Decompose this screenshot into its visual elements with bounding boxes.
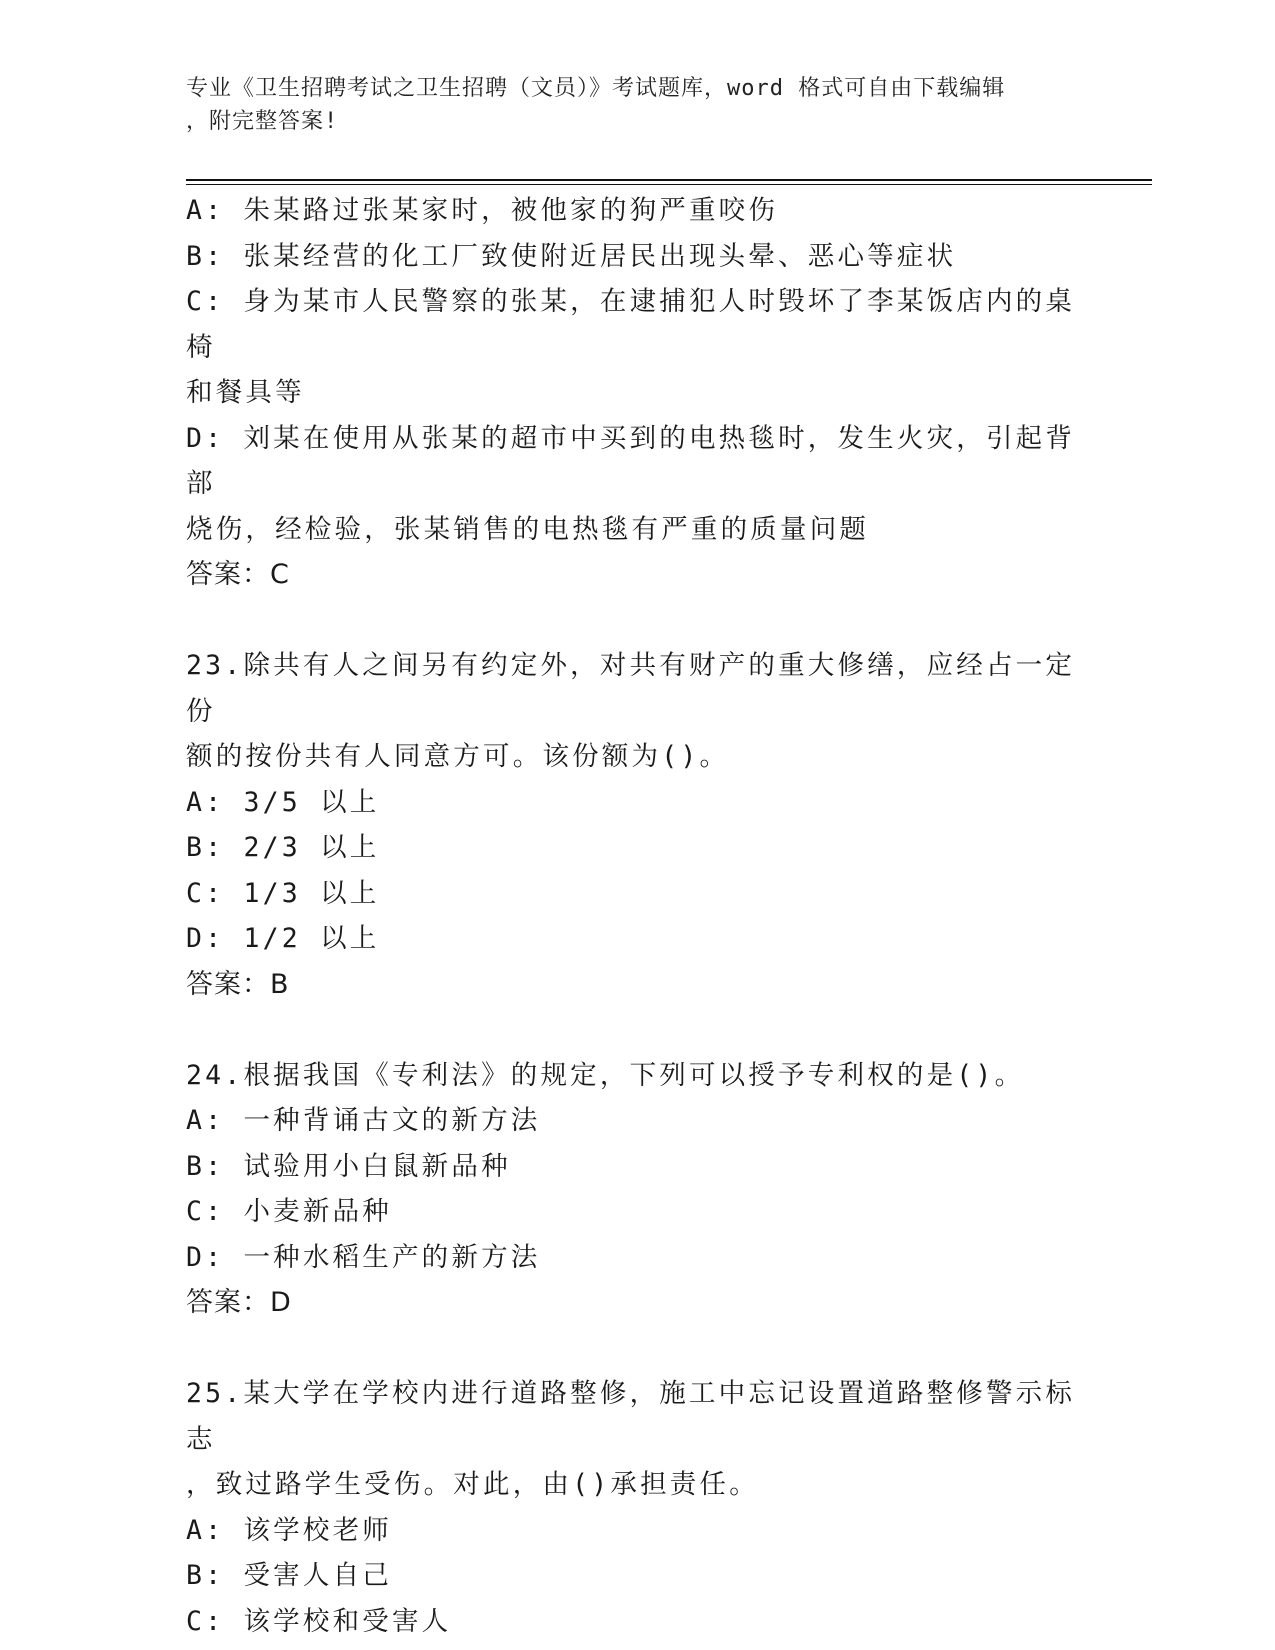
question-stem: 24.根据我国《专利法》的规定，下列可以授予专利权的是()。 [186,1059,1025,1091]
answer-label: 答案：D [186,1287,292,1318]
option-c: C: 1/3 以上 [186,877,380,909]
option-line: B: 张某经营的化工厂致使附近居民出现头晕、恶心等症状 [186,240,957,272]
option-line: 和餐具等 [186,377,305,408]
header-line: ，附完整答案! [186,109,339,134]
question-24 [186,1053,1076,1326]
header-divider [186,179,1152,181]
spacer [186,598,1076,644]
option-b [186,234,1076,280]
answer-label: 答案：B [186,968,290,1000]
option-line: C: 身为某市人民警察的张某，在逮捕犯人时毁坏了李某饭店内的桌椅 [186,286,1076,363]
option-a: A: 一种背诵古文的新方法 [186,1105,541,1136]
option-b: B: 2/3 以上 [186,832,380,863]
option-line: D: 刘某在使用从张某的超市中买到的电热毯时，发生火灾，引起背部 [186,422,1076,499]
question-22 [186,188,1076,598]
option-line: A: 朱某路过张某家时，被他家的狗严重咬伤 [186,195,779,226]
header-line: 专业《卫生招聘考试之卫生招聘（文员）》考试题库，word 格式可自由下载编辑 [186,76,1006,101]
option-d: D: 1/2 以上 [186,923,380,954]
header-divider-thin [186,184,1152,185]
question-25 [186,1371,1076,1644]
option-line: 烧伤，经检验，张某销售的电热毯有严重的质量问题 [186,513,870,545]
option-c [186,279,1076,416]
option-b: B: 受害人自己 [186,1560,392,1591]
option-a: A: 该学校老师 [186,1514,392,1546]
question-content [186,188,1076,1644]
question-stem: 额的按份共有人同意方可。该份额为()。 [186,741,730,772]
question-23 [186,643,1076,1007]
answer-label: 答案：C [186,559,290,590]
option-c: C: 该学校和受害人 [186,1605,452,1637]
spacer [186,1007,1076,1053]
question-stem: ，致过路学生受伤。对此，由()承担责任。 [186,1469,759,1500]
option-a [186,188,1076,234]
option-d: D: 一种水稻生产的新方法 [186,1241,541,1273]
option-d [186,416,1076,553]
question-stem: 23.除共有人之间另有约定外，对共有财产的重大修缮，应经占一定份 [186,650,1076,727]
option-c: C: 小麦新品种 [186,1196,392,1227]
option-a: A: 3/5 以上 [186,786,380,818]
question-stem: 25.某大学在学校内进行道路整修，施工中忘记设置道路整修警示标志 [186,1378,1076,1455]
page-header [186,72,1066,138]
spacer [186,1326,1076,1372]
option-b: B: 试验用小白鼠新品种 [186,1150,511,1182]
